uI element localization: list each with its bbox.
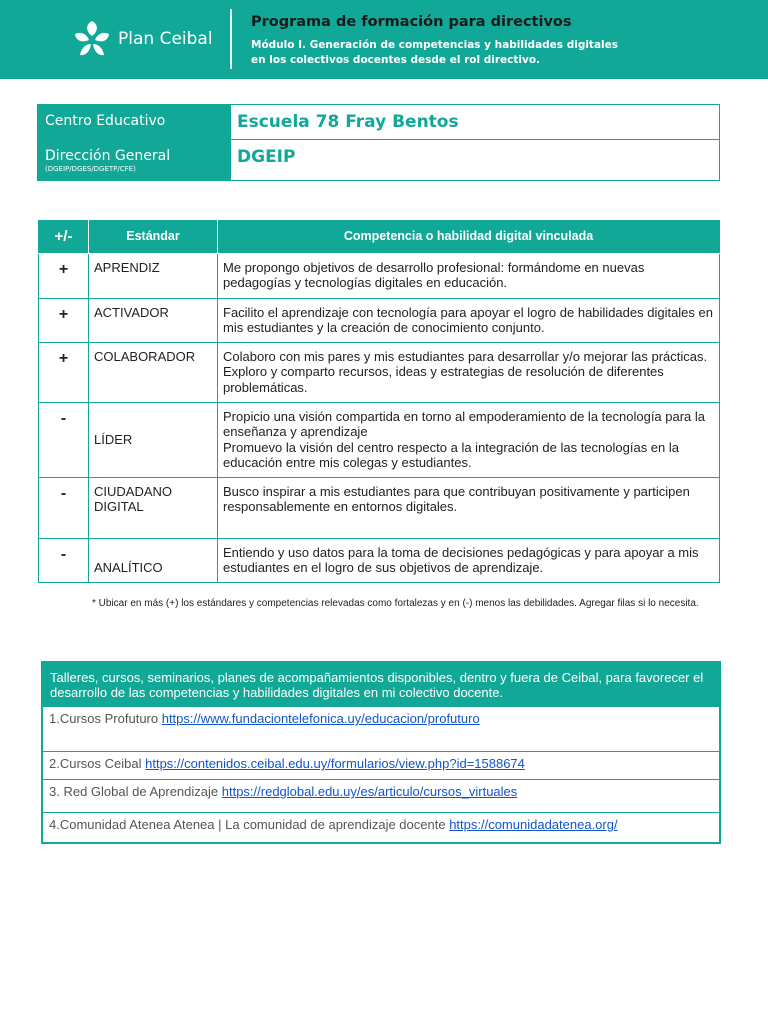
row-sign: + — [39, 253, 89, 298]
resource-label: 1.Cursos Profuturo — [49, 711, 162, 726]
list-item — [42, 780, 720, 813]
row-competence: Entiendo y uso datos para la toma de decisiones pedagógicas y para apoyar a mis estudiantes en el logro de sus objetivos de aprendizaje. — [218, 538, 720, 582]
table-row — [39, 253, 720, 298]
row-sign: - — [39, 477, 89, 538]
list-item — [42, 813, 720, 843]
row-standard: ANALÍTICO — [89, 538, 218, 582]
brand-name: Plan Ceibal — [118, 29, 213, 49]
module-subtitle-line1: Módulo I. Generación de competencias y habilidades digitales — [251, 39, 619, 51]
header-competencia: Competencia o habilidad digital vinculada — [218, 220, 720, 253]
table-row — [39, 298, 720, 342]
resource-item — [42, 813, 720, 843]
header-divider — [230, 9, 232, 69]
row-competence: Busco inspirar a mis estudiantes para que contribuyan positivamente y participen responsablemente en entornos digitales. — [218, 477, 720, 538]
centro-label: Centro Educativo — [38, 105, 231, 140]
row-standard: COLABORADOR — [89, 342, 218, 402]
row-competence: Me propongo objetivos de desarrollo profesional: formándome en nuevas pedagogías y tecnologías digitales en educación. — [218, 253, 720, 298]
school-info-table — [37, 104, 720, 181]
direccion-label-text: Dirección General — [45, 148, 171, 164]
row-standard: LÍDER — [89, 402, 218, 477]
resource-item — [42, 780, 720, 813]
resource-link[interactable]: https://www.fundaciontelefonica.uy/educacion/profuturo — [161, 711, 480, 726]
resource-link[interactable]: https://contenidos.ceibal.edu.uy/formularios/view.php?id=1588674 — [145, 756, 525, 771]
direccion-sublabel: (DGEIP/DGES/DGETP/CFE) — [45, 165, 136, 173]
resources-table — [41, 661, 721, 844]
resource-label: 4.Comunidad Atenea Atenea | La comunidad de aprendizaje docente — [49, 817, 450, 832]
program-title: Programa de formación para directivos — [251, 14, 572, 30]
resource-label: 3. Red Global de Aprendizaje — [49, 784, 222, 799]
row-sign: + — [39, 342, 89, 402]
resource-link[interactable]: https://comunidadatenea.org/ — [449, 817, 618, 832]
table-row — [39, 538, 720, 582]
row-standard: CIUDADANO DIGITAL — [89, 477, 218, 538]
header-estandar: Estándar — [89, 220, 218, 253]
standards-table — [38, 220, 720, 583]
table-row — [39, 477, 720, 538]
header-sign: +/- — [39, 220, 89, 253]
row-competence: Propicio una visión compartida en torno al empoderamiento de la tecnología para la enseñanza y aprendizaje Promuevo la visión del centro respecto a la integración de las tecnologías en la educación entre mis colegas y estudiantes. — [218, 402, 720, 477]
row-standard: APRENDIZ — [89, 253, 218, 298]
direccion-label — [38, 140, 231, 181]
module-subtitle-line2: en los colectivos docentes desde el rol directivo. — [251, 54, 541, 66]
resource-link[interactable]: https://redglobal.edu.uy/es/articulo/cursos_virtuales — [221, 784, 518, 799]
row-standard: ACTIVADOR — [89, 298, 218, 342]
centro-value: Escuela 78 Fray Bentos — [231, 105, 720, 140]
direccion-value: DGEIP — [231, 140, 720, 181]
resource-item — [42, 707, 720, 752]
row-sign: - — [39, 538, 89, 582]
table-row — [39, 402, 720, 477]
page-header — [0, 0, 768, 79]
list-item — [42, 752, 720, 780]
resource-label: 2.Cursos Ceibal — [49, 756, 146, 771]
list-item — [42, 707, 720, 752]
table-row — [39, 342, 720, 402]
row-sign: - — [39, 402, 89, 477]
row-sign: + — [39, 298, 89, 342]
module-subtitle — [251, 38, 618, 68]
instructions-note: * Ubicar en más (+) los estándares y competencias relevadas como fortalezas y en (-) menos las debilidades. Agregar filas si lo necesita. — [92, 598, 699, 609]
row-competence: Colaboro con mis pares y mis estudiantes para desarrollar y/o mejorar las prácticas. Exploro y comparto recursos, ideas y estrategias de resolución de diferentes problemáticas. — [218, 342, 720, 402]
resource-item — [42, 752, 720, 780]
plan-ceibal-logo-icon — [70, 18, 114, 62]
row-competence: Facilito el aprendizaje con tecnología para apoyar el logro de habilidades digitales en mis estudiantes y la creación de conocimiento conjunto. — [218, 298, 720, 342]
resources-header: Talleres, cursos, seminarios, planes de acompañamientos disponibles, dentro y fuera de Ceibal, para favorecer el desarrollo de las competencias y habilidades digitales en mi colectivo docente. — [42, 662, 720, 707]
